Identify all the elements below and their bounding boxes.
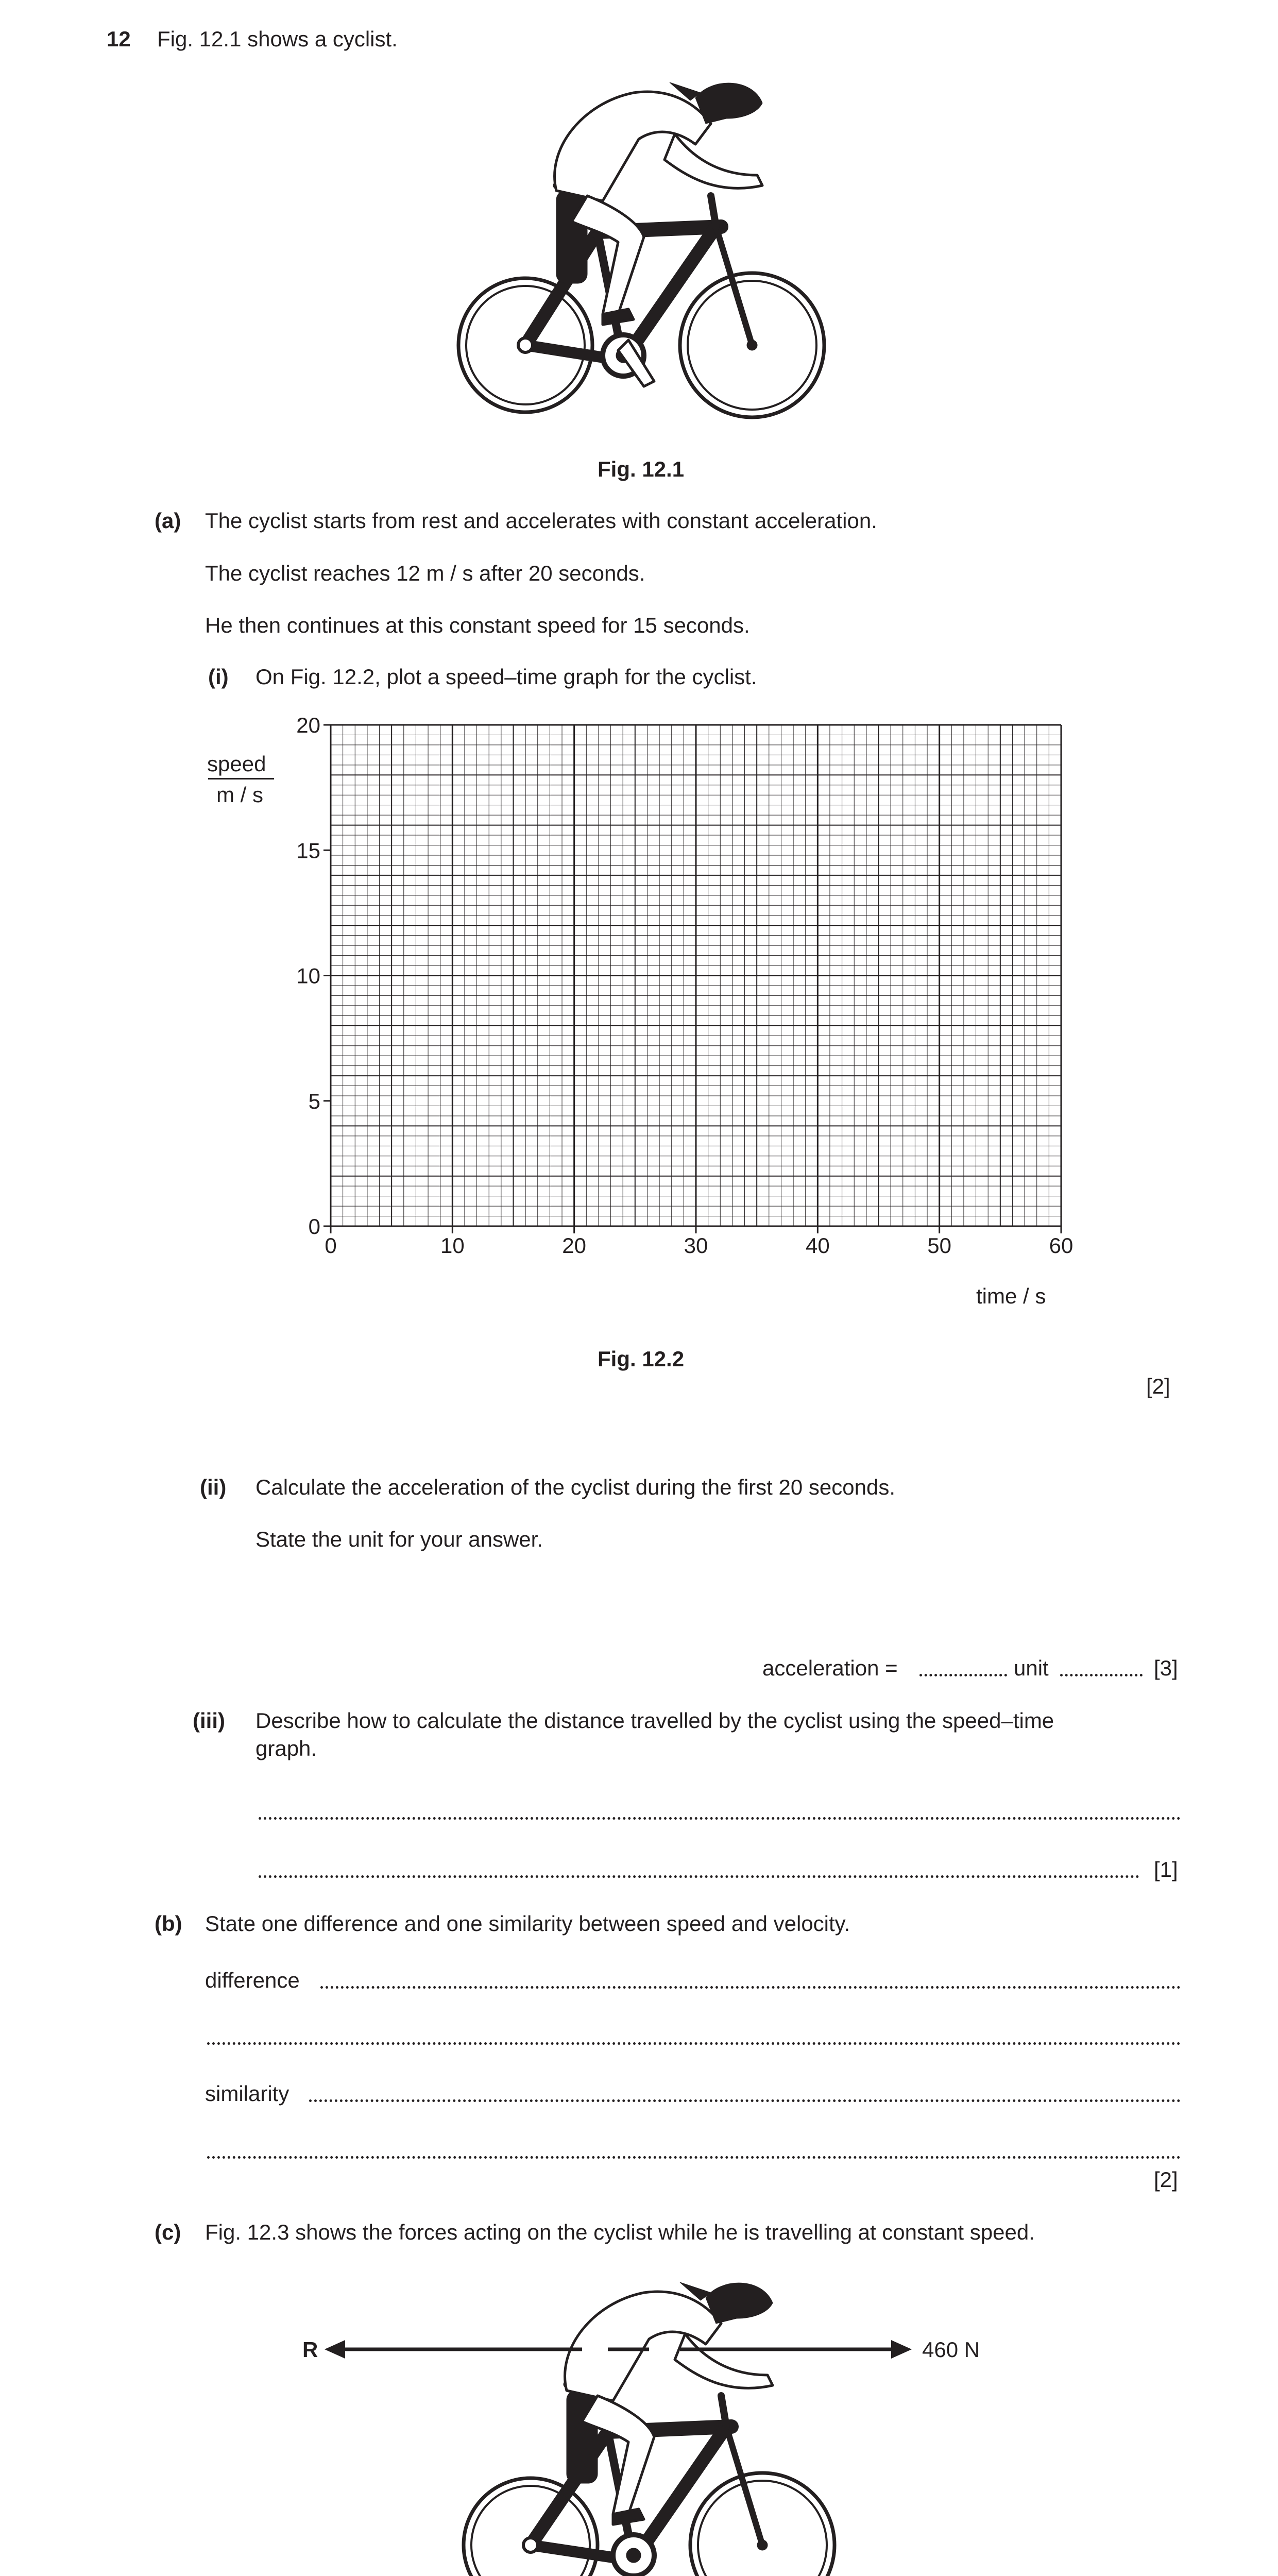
part-a-line2: The cyclist reaches 12 m / s after 20 seconds. bbox=[205, 561, 645, 585]
graph-ylabel-bottom: m / s bbox=[216, 783, 263, 807]
force-r-label: R bbox=[302, 2337, 318, 2362]
similarity-answer-line-1[interactable] bbox=[309, 2099, 1181, 2102]
x-tick-label: 40 bbox=[805, 1233, 830, 1258]
y-tick-label: 10 bbox=[296, 963, 320, 988]
similarity-label: similarity bbox=[205, 2081, 289, 2106]
difference-answer-line-2[interactable] bbox=[207, 2042, 1181, 2045]
part-a-i-mark: [2] bbox=[1146, 1374, 1170, 1398]
part-a-iii-text2: graph. bbox=[255, 1736, 317, 1760]
part-a-line3: He then continues at this constant speed for 15 seconds. bbox=[205, 613, 750, 637]
part-a-iii-text1: Describe how to calculate the distance travelled by the cyclist using the speed–time bbox=[255, 1708, 1054, 1733]
answer-line-a-iii-1[interactable] bbox=[259, 1817, 1181, 1820]
part-c-label: (c) bbox=[155, 2220, 181, 2244]
x-tick-label: 50 bbox=[927, 1233, 952, 1258]
cyclist-illustration bbox=[448, 72, 840, 433]
graph-ylabel-top: speed bbox=[207, 752, 266, 776]
difference-answer-line-1[interactable] bbox=[320, 1986, 1181, 1989]
part-a-ii-mark: [3] bbox=[1154, 1656, 1178, 1680]
x-tick-label: 10 bbox=[440, 1233, 465, 1258]
part-a-ii-text2: State the unit for your answer. bbox=[255, 1527, 543, 1551]
graph-ylabel-divider bbox=[208, 778, 274, 779]
part-a-i-label: (i) bbox=[208, 665, 229, 689]
part-a-iii-label: (iii) bbox=[193, 1708, 225, 1733]
y-tick-label: 15 bbox=[296, 838, 320, 863]
x-tick-label: 20 bbox=[562, 1233, 587, 1258]
similarity-answer-line-2[interactable] bbox=[207, 2156, 1181, 2159]
part-a-i-text: On Fig. 12.2, plot a speed–time graph for the cyclist. bbox=[255, 665, 757, 689]
cyclist-forces-illustration bbox=[453, 2267, 845, 2576]
fig-12-1-caption: Fig. 12.1 bbox=[598, 457, 685, 481]
x-tick-label: 30 bbox=[684, 1233, 708, 1258]
part-a-label: (a) bbox=[155, 509, 181, 533]
part-b-mark: [2] bbox=[1154, 2167, 1178, 2192]
difference-label: difference bbox=[205, 1968, 300, 1992]
part-c-text: Fig. 12.3 shows the forces acting on the cyclist while he is travelling at constant speed. bbox=[205, 2220, 1035, 2244]
answer-line-a-iii-2[interactable] bbox=[259, 1875, 1139, 1878]
question-number: 12 bbox=[107, 27, 131, 51]
part-a-iii-mark: [1] bbox=[1154, 1857, 1178, 1882]
part-b-label: (b) bbox=[155, 1911, 182, 1936]
acceleration-answer-line[interactable] bbox=[919, 1674, 1007, 1676]
part-b-text: State one difference and one similarity between speed and velocity. bbox=[205, 1911, 850, 1936]
y-tick-label: 0 bbox=[308, 1214, 320, 1239]
y-tick-label: 5 bbox=[308, 1089, 320, 1113]
x-tick-label: 0 bbox=[325, 1233, 337, 1258]
y-tick-label: 20 bbox=[296, 713, 320, 737]
question-intro: Fig. 12.1 shows a cyclist. bbox=[157, 27, 398, 51]
part-a-ii-text1: Calculate the acceleration of the cyclist during the first 20 seconds. bbox=[255, 1475, 895, 1499]
part-a-ii-label: (ii) bbox=[200, 1475, 227, 1499]
acceleration-unit-label: unit bbox=[1014, 1656, 1049, 1680]
unit-answer-line[interactable] bbox=[1060, 1674, 1143, 1676]
graph-xlabel: time / s bbox=[976, 1284, 1046, 1308]
part-a-line1: The cyclist starts from rest and accelerates with constant acceleration. bbox=[205, 509, 877, 533]
speed-time-graph[interactable] bbox=[268, 711, 1118, 1298]
force-arrow bbox=[319, 2334, 917, 2365]
acceleration-prefix: acceleration = bbox=[762, 1656, 898, 1680]
force-460n-label: 460 N bbox=[922, 2337, 980, 2362]
fig-12-2-caption: Fig. 12.2 bbox=[598, 1347, 685, 1371]
x-tick-label: 60 bbox=[1049, 1233, 1073, 1258]
